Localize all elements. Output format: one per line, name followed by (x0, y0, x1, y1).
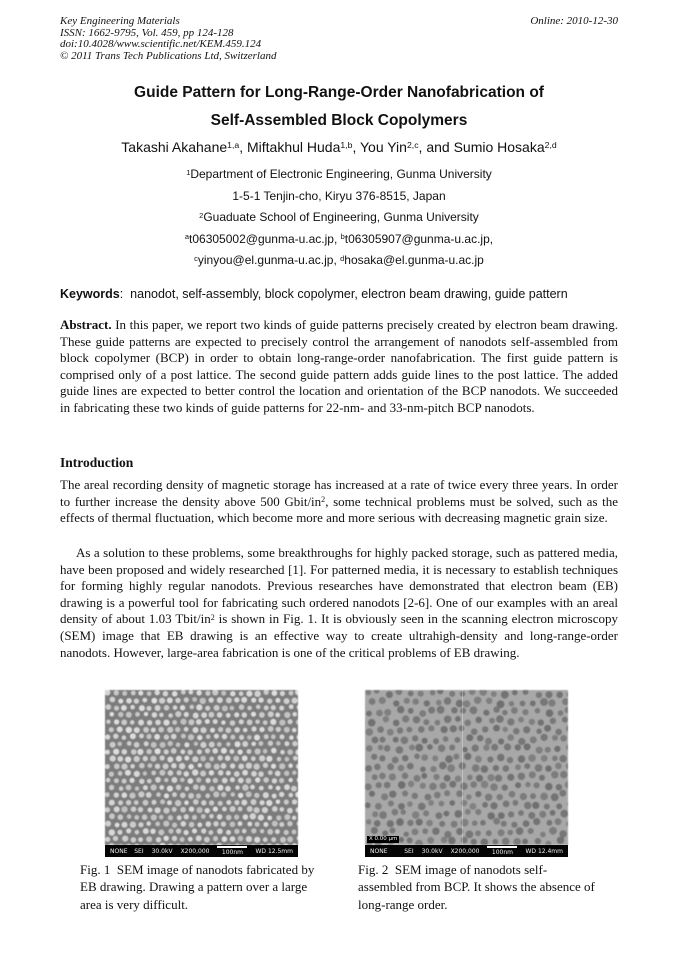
keywords-line (60, 287, 618, 301)
affiliation-department: $^1$Department of Electronic Engineering, Gunma University (186, 167, 492, 181)
affiliation-address: 1-5-1 Tenjin-cho, Kiryu 376-8515, Japan (232, 188, 446, 203)
paper-title-line2: Self-Assembled Block Copolymers (210, 112, 468, 129)
sem-status-values (134, 846, 293, 856)
affiliation-school: $^2$Guaduate School of Engineering, Gunma University (199, 210, 479, 224)
sem-stitch-seam (462, 690, 463, 845)
sem-voltage-label: 30.0kV (151, 847, 173, 855)
keywords-text: : nanodot, self-assembly, block copolymer, electron beam drawing, guide pattern (119, 287, 568, 301)
issn-volume-pages: ISSN: 1662-9795, Vol. 459, pp 124-128 (60, 26, 234, 39)
figure-2-caption: Fig. 2 SEM image of nanodots self-assembled from BCP. It shows the absence of long-range order. (358, 862, 595, 912)
author-emails-ab: $^a$t06305002@gunma-u.ac.jp, $^b$t06305907@gunma-u.ac.jp, (184, 231, 494, 246)
journal-header (60, 16, 618, 62)
keywords-label: Keywords (60, 287, 120, 301)
author-emails-cd: $^c$yinyou@el.gunma-u.ac.jp, $^d$hosaka@el.gunma-u.ac.jp (194, 253, 484, 267)
journal-header-left (60, 16, 276, 62)
sem-status-bar (365, 845, 568, 857)
introduction-paragraph-1: The areal recording density of magnetic storage has increased at a rate of twice every three years. In order to further increase the density above 500 Gbit/$in^2$, some technical problems must be solved, such as the effects of thermal fluctuation, which become more and more serious with decreasing magnetic grain size. (60, 477, 618, 526)
scale-bar-line (487, 846, 517, 848)
sem-measurement-label: X 0.00 μm (369, 835, 398, 842)
sem-working-distance-label: WD 12.5mm (255, 847, 293, 855)
sem-micrograph-ordered-nanodots (105, 690, 298, 845)
figure-1-sem-image (105, 690, 298, 857)
journal-name: Key Engineering Materials (60, 15, 180, 27)
sem-detector-label: NONE (110, 847, 128, 855)
scale-bar-label: 100nm (221, 849, 244, 856)
sem-scale-bar (487, 846, 517, 856)
figure-1-caption: Fig. 1 SEM image of nanodots fabricated by EB drawing. Drawing a pattern over a large area is very difficult. (80, 862, 315, 912)
sem-signal-label: SEI (404, 847, 414, 855)
authors-line: Takashi Akahane$^{1,a}$, Miftakhul Huda$^{1,b}$, You Yin$^{2,c}$, and Sumio Hosaka$^{2,d}$ (121, 139, 557, 155)
introduction-paragraph-2: As a solution to these problems, some breakthroughs for highly packed storage, such as pattered media, have been proposed and widely researched [1]. For patterned media, it is necessary to establish techniques for forming highly regular nanodots. Previous researches have demonstrated that electron beam (EB) drawing is a powerful tool for fabricating such ordered nanodots [2-6]. One of our examples with an areal density of about 1.03 Tbit/$in^2$ is shown in Fig. 1. It is obviously seen in the scanning electron microscopy (SEM) image that EB drawing is an effective way to create ultrahigh-density and long-range-order nanodots. However, large-area fabrication is one of the critical problems of EB drawing. (60, 545, 618, 660)
figure-2-sem-image (365, 690, 568, 857)
scale-bar-label: 100nm (491, 849, 514, 856)
sem-magnification-label: X200,000 (450, 847, 480, 855)
sem-magnification-label: X200,000 (180, 847, 210, 855)
sem-signal-label: SEI (134, 847, 144, 855)
sem-scale-bar (217, 846, 247, 856)
paper-title-line1: Guide Pattern for Long-Range-Order Nanofabrication of (134, 84, 544, 101)
online-date: Online: 2010-12-30 (530, 15, 618, 27)
sem-status-values (404, 846, 563, 856)
section-heading-introduction: Introduction (60, 455, 134, 470)
scale-bar-line (217, 846, 247, 848)
sem-voltage-label: 30.0kV (421, 847, 443, 855)
doi-line: doi:10.4028/www.scientific.net/KEM.459.124 (60, 38, 262, 51)
affiliations-block (0, 164, 678, 272)
sem-micrograph-disordered-nanodots (365, 690, 568, 845)
sem-working-distance-label: WD 12.4mm (525, 847, 563, 855)
sem-detector-label: NONE (370, 847, 388, 855)
sem-status-bar (105, 845, 298, 857)
abstract-paragraph: Abstract. In this paper, we report two kinds of guide patterns precisely created by electron beam drawing. These guide patterns are expected to precisely control the arrangement of nanodots self-assembled from block copolymer (BCP) in order to obtain long-range-order nanofabrication. The first guide pattern is comprised only of a post lattice. The second guide pattern adds guide lines to the post lattice. The added guide lines are expected to better control the location and orientation of the BCP nanodots. We succeeded in fabricating these two kinds of guide patterns for 22-nm- and 33-nm-pitch BCP nanodots. (60, 317, 618, 415)
copyright-line: © 2011 Trans Tech Publications Ltd, Switzerland (60, 49, 277, 62)
